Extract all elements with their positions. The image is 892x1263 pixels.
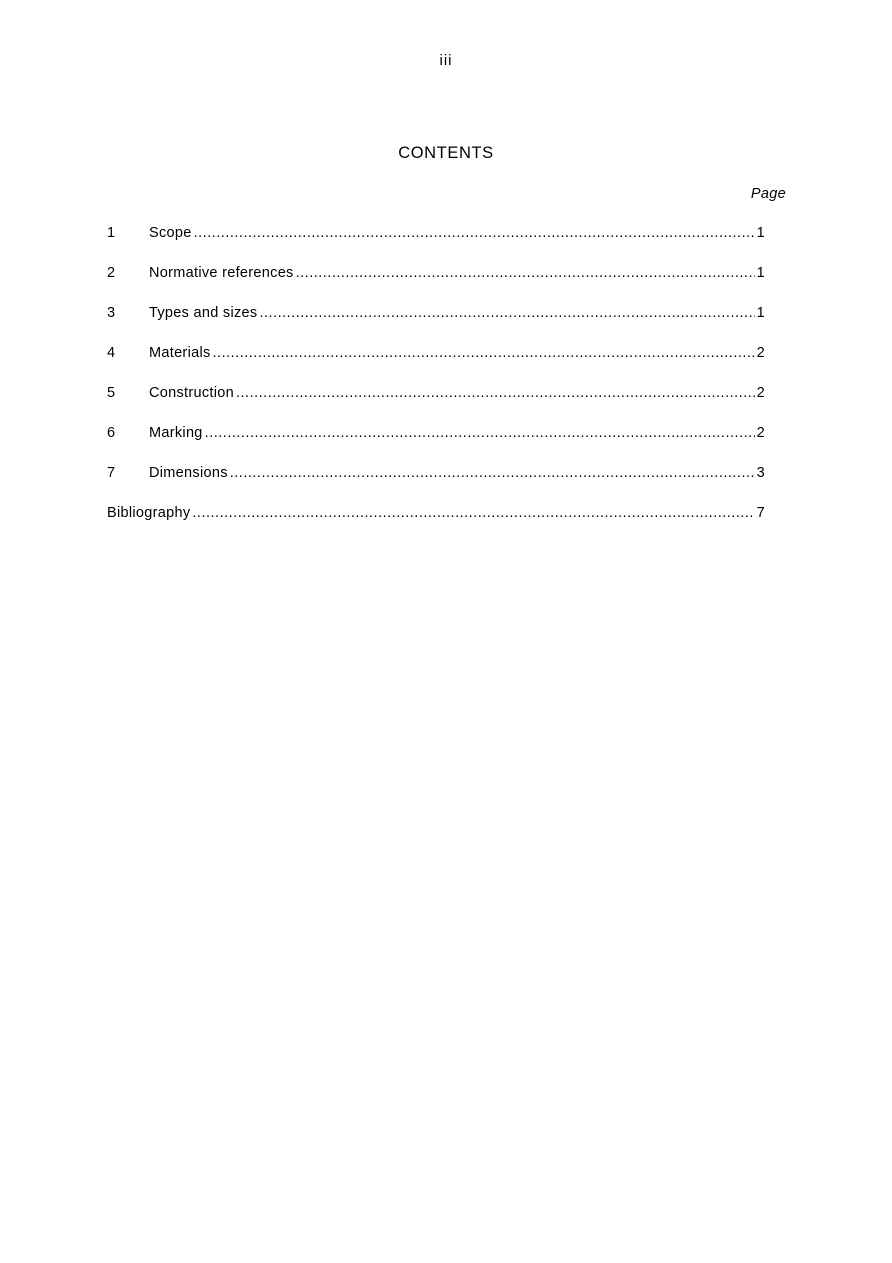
toc-entry-title: Scope [149, 225, 192, 241]
dot-leader [230, 465, 755, 481]
dot-leader [259, 305, 754, 321]
toc-entry-scope[interactable] [107, 225, 765, 265]
toc-entry-title: Bibliography [107, 505, 191, 521]
toc-entry-number: 3 [107, 305, 116, 321]
toc-entry-page: 2 [756, 425, 765, 441]
toc-entry-page: 7 [756, 505, 765, 521]
toc-entry-normative-references[interactable] [107, 265, 765, 305]
contents-title: CONTENTS [398, 144, 494, 162]
toc-entry-title: Types and sizes [149, 305, 258, 321]
page-number: iii [439, 52, 453, 69]
toc-entry-number: 5 [107, 385, 116, 401]
toc-entry-title: Marking [149, 425, 203, 441]
toc-entry-title: Materials [149, 345, 211, 361]
dot-leader [205, 425, 755, 441]
toc-entry-number: 7 [107, 465, 116, 481]
toc-entry-page: 1 [756, 265, 765, 281]
dot-leader [192, 505, 754, 521]
dot-leader [194, 225, 755, 241]
toc-entry-marking[interactable] [107, 425, 765, 465]
toc-entry-page: 1 [756, 305, 765, 321]
toc-entry-title: Dimensions [149, 465, 228, 481]
toc-entry-materials[interactable] [107, 345, 765, 385]
toc-entry-title: Normative references [149, 265, 294, 281]
toc-entry-page: 2 [756, 385, 765, 401]
toc-entry-page: 1 [756, 225, 765, 241]
toc-entry-bibliography[interactable] [107, 505, 765, 545]
toc-entry-number: 4 [107, 345, 116, 361]
toc-entry-construction[interactable] [107, 385, 765, 425]
toc-entry-dimensions[interactable] [107, 465, 765, 505]
dot-leader [213, 345, 755, 361]
toc-entry-number: 6 [107, 425, 116, 441]
toc-entry-page: 2 [756, 345, 765, 361]
toc-entry-number: 2 [107, 265, 116, 281]
page-column-label: Page [750, 186, 786, 202]
toc-entry-title: Construction [149, 385, 234, 401]
toc-entry-types-and-sizes[interactable] [107, 305, 765, 345]
toc-entry-number: 1 [107, 225, 116, 241]
dot-leader [296, 265, 755, 281]
toc-entry-page: 3 [756, 465, 765, 481]
table-of-contents [107, 225, 765, 545]
dot-leader [236, 385, 755, 401]
